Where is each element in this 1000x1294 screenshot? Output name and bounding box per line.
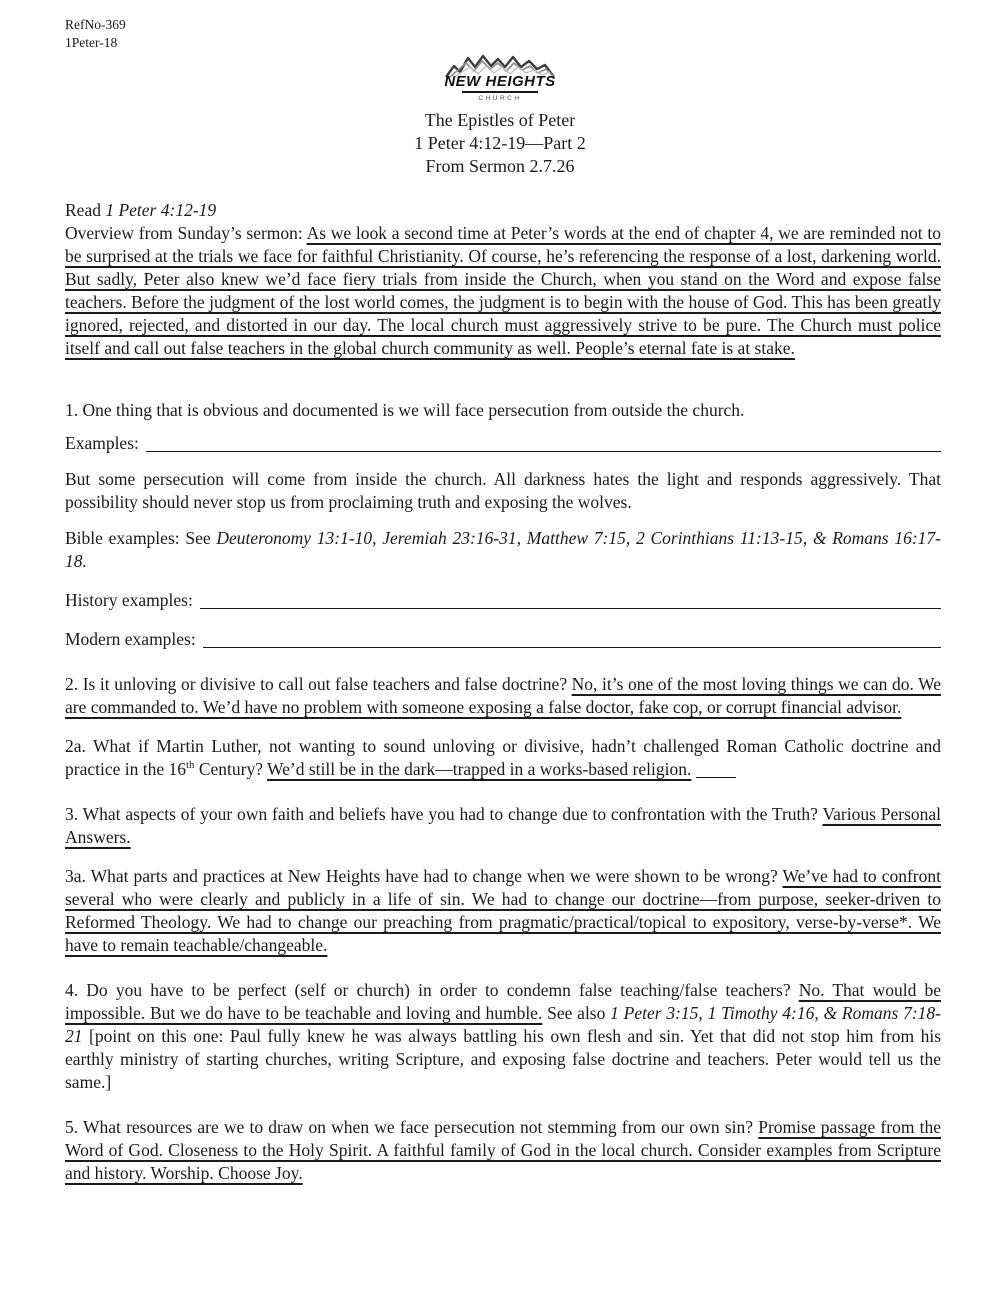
- overview-label: Overview from Sunday’s sermon:: [65, 223, 307, 243]
- q3a-answer: We’ve had to confront several who were clearly and publicly in a life of sin. We had to change our doctrine—from purpose, seeker-driven to Reformed Theology. We had to change our preaching from pragmatic/practical/topical to expository, verse-by-verse*. We have to remain teachable/changeable.: [65, 866, 941, 955]
- examples-fill-row: [65, 432, 941, 455]
- modern-fill-row: [65, 628, 941, 651]
- q3-paragraph: [65, 803, 941, 849]
- history-blank-line: [200, 607, 941, 609]
- church-logo: [0, 0, 1000, 105]
- q4-paragraph: [65, 979, 941, 1094]
- q4-answer: No. That would be impossible. But we do have to be teachable and loving and humble.: [65, 980, 941, 1023]
- bible-references: Deuteronomy 13:1-10, Jeremiah 23:16-31, Matthew 7:15, 2 Corinthians 11:13-15, & Romans 16:17-18.: [65, 528, 941, 571]
- logo-wordmark: NEW HEIGHTS: [444, 73, 556, 90]
- ref-block: [65, 16, 126, 51]
- examples-label: Examples:: [65, 433, 139, 453]
- q5-answer: Promise passage from the Word of God. Closeness to the Holy Spirit. A faithful family of God in the local church. Consider examples from Scripture and history. Worship. Choose Joy.: [65, 1117, 942, 1183]
- modern-blank-line: [203, 646, 941, 648]
- title-line-3: From Sermon 2.7.26: [425, 156, 575, 176]
- examples-blank-line: [146, 450, 941, 452]
- inside-persecution-note: But some persecution will come from inside the church. All darkness hates the light and responds aggressively. That possibility should never stop us from proclaiming truth and exposing the wolves.: [65, 469, 941, 512]
- q4-bracket-note: [point on this one: Paul fully knew he was always battling his own flesh and sin. Yet that did not stop him from his earthly ministry of starting churches, writing Scripture, and exposing false doctrine and teachers. Peter would tell us the same.]: [65, 1026, 941, 1092]
- q4-see-also: See also: [542, 1003, 611, 1023]
- bible-examples-label: Bible examples: See: [65, 528, 217, 548]
- q2a-answer: We’d still be in the dark—trapped in a works-based religion.: [267, 759, 692, 779]
- q3-answer: Various Personal Answers.: [65, 804, 942, 847]
- logo-rule: [462, 91, 538, 93]
- q2a-paragraph: [65, 735, 941, 781]
- logo-subtitle: CHURCH: [478, 95, 522, 102]
- q2-answer: No, it’s one of the most loving things we can do. We are commanded to. We’d have no problem with someone exposing a false doctor, fake cop, or corrupt financial advisor.: [65, 674, 941, 717]
- document-title: [0, 109, 1000, 178]
- title-line-1: The Epistles of Peter: [424, 110, 576, 130]
- q2a-question-part1: 2a. What if Martin Luther, not wanting to sound unloving or divisive, hadn’t challenged Roman Catholic doctrine and practice in the 16: [65, 736, 941, 779]
- q5-paragraph: [65, 1116, 941, 1185]
- history-examples-label: History examples:: [65, 590, 193, 610]
- q3-question: 3. What aspects of your own faith and beliefs have you had to change due to confrontation with the Truth?: [65, 804, 823, 824]
- title-line-2: 1 Peter 4:12-19—Part 2: [414, 133, 586, 153]
- overview-paragraph: [65, 222, 941, 360]
- q2a-trailing-blank-line: [696, 767, 736, 778]
- q3a-question: 3a. What parts and practices at New Heights have had to change when we were shown to be wrong?: [65, 866, 783, 886]
- q2a-ordinal-suffix: th: [186, 759, 195, 772]
- q5-question: 5. What resources are we to draw on when we face persecution not stemming from our own sin?: [65, 1117, 759, 1137]
- read-label: Read: [65, 200, 106, 220]
- bible-examples-paragraph: [65, 527, 941, 573]
- q2a-question-part2: Century?: [194, 759, 268, 779]
- history-fill-row: [65, 589, 941, 612]
- ref-line-1: RefNo-369: [65, 17, 126, 32]
- overview-answer: As we look a second time at Peter’s words at the end of chapter 4, we are reminded not to be surprised at the trials we face for faithful Christianity. Of course, he’s referencing the response of a lost, darkening world. But sadly, Peter also knew we’d face fiery trials from inside the Church, when you stand on the Word and expose false teachers. Before the judgment of the lost world comes, the judgment is to begin with the house of God. This has been greatly ignored, rejected, and distorted in our day. The local church must aggressively strive to be pure. The Church must police itself and call out false teachers in the global church community as well. People’s eternal fate is at stake.: [65, 223, 941, 358]
- read-reference: 1 Peter 4:12-19: [105, 200, 217, 220]
- modern-examples-label: Modern examples:: [65, 629, 196, 649]
- read-line: [65, 199, 941, 222]
- q3a-paragraph: [65, 865, 941, 957]
- q2-question: 2. Is it unloving or divisive to call out false teachers and false doctrine?: [65, 674, 572, 694]
- q4-question: 4. Do you have to be perfect (self or church) in order to condemn false teaching/false teachers?: [65, 980, 799, 1000]
- document-body: [65, 199, 941, 1185]
- q4-references: 1 Peter 3:15, 1 Timothy 4:16, & Romans 7:18-21: [65, 1003, 941, 1046]
- q2-paragraph: [65, 673, 941, 719]
- q1-paragraph: 1. One thing that is obvious and documented is we will face persecution from outside the church.: [65, 400, 745, 420]
- ref-line-2: 1Peter-18: [65, 34, 118, 50]
